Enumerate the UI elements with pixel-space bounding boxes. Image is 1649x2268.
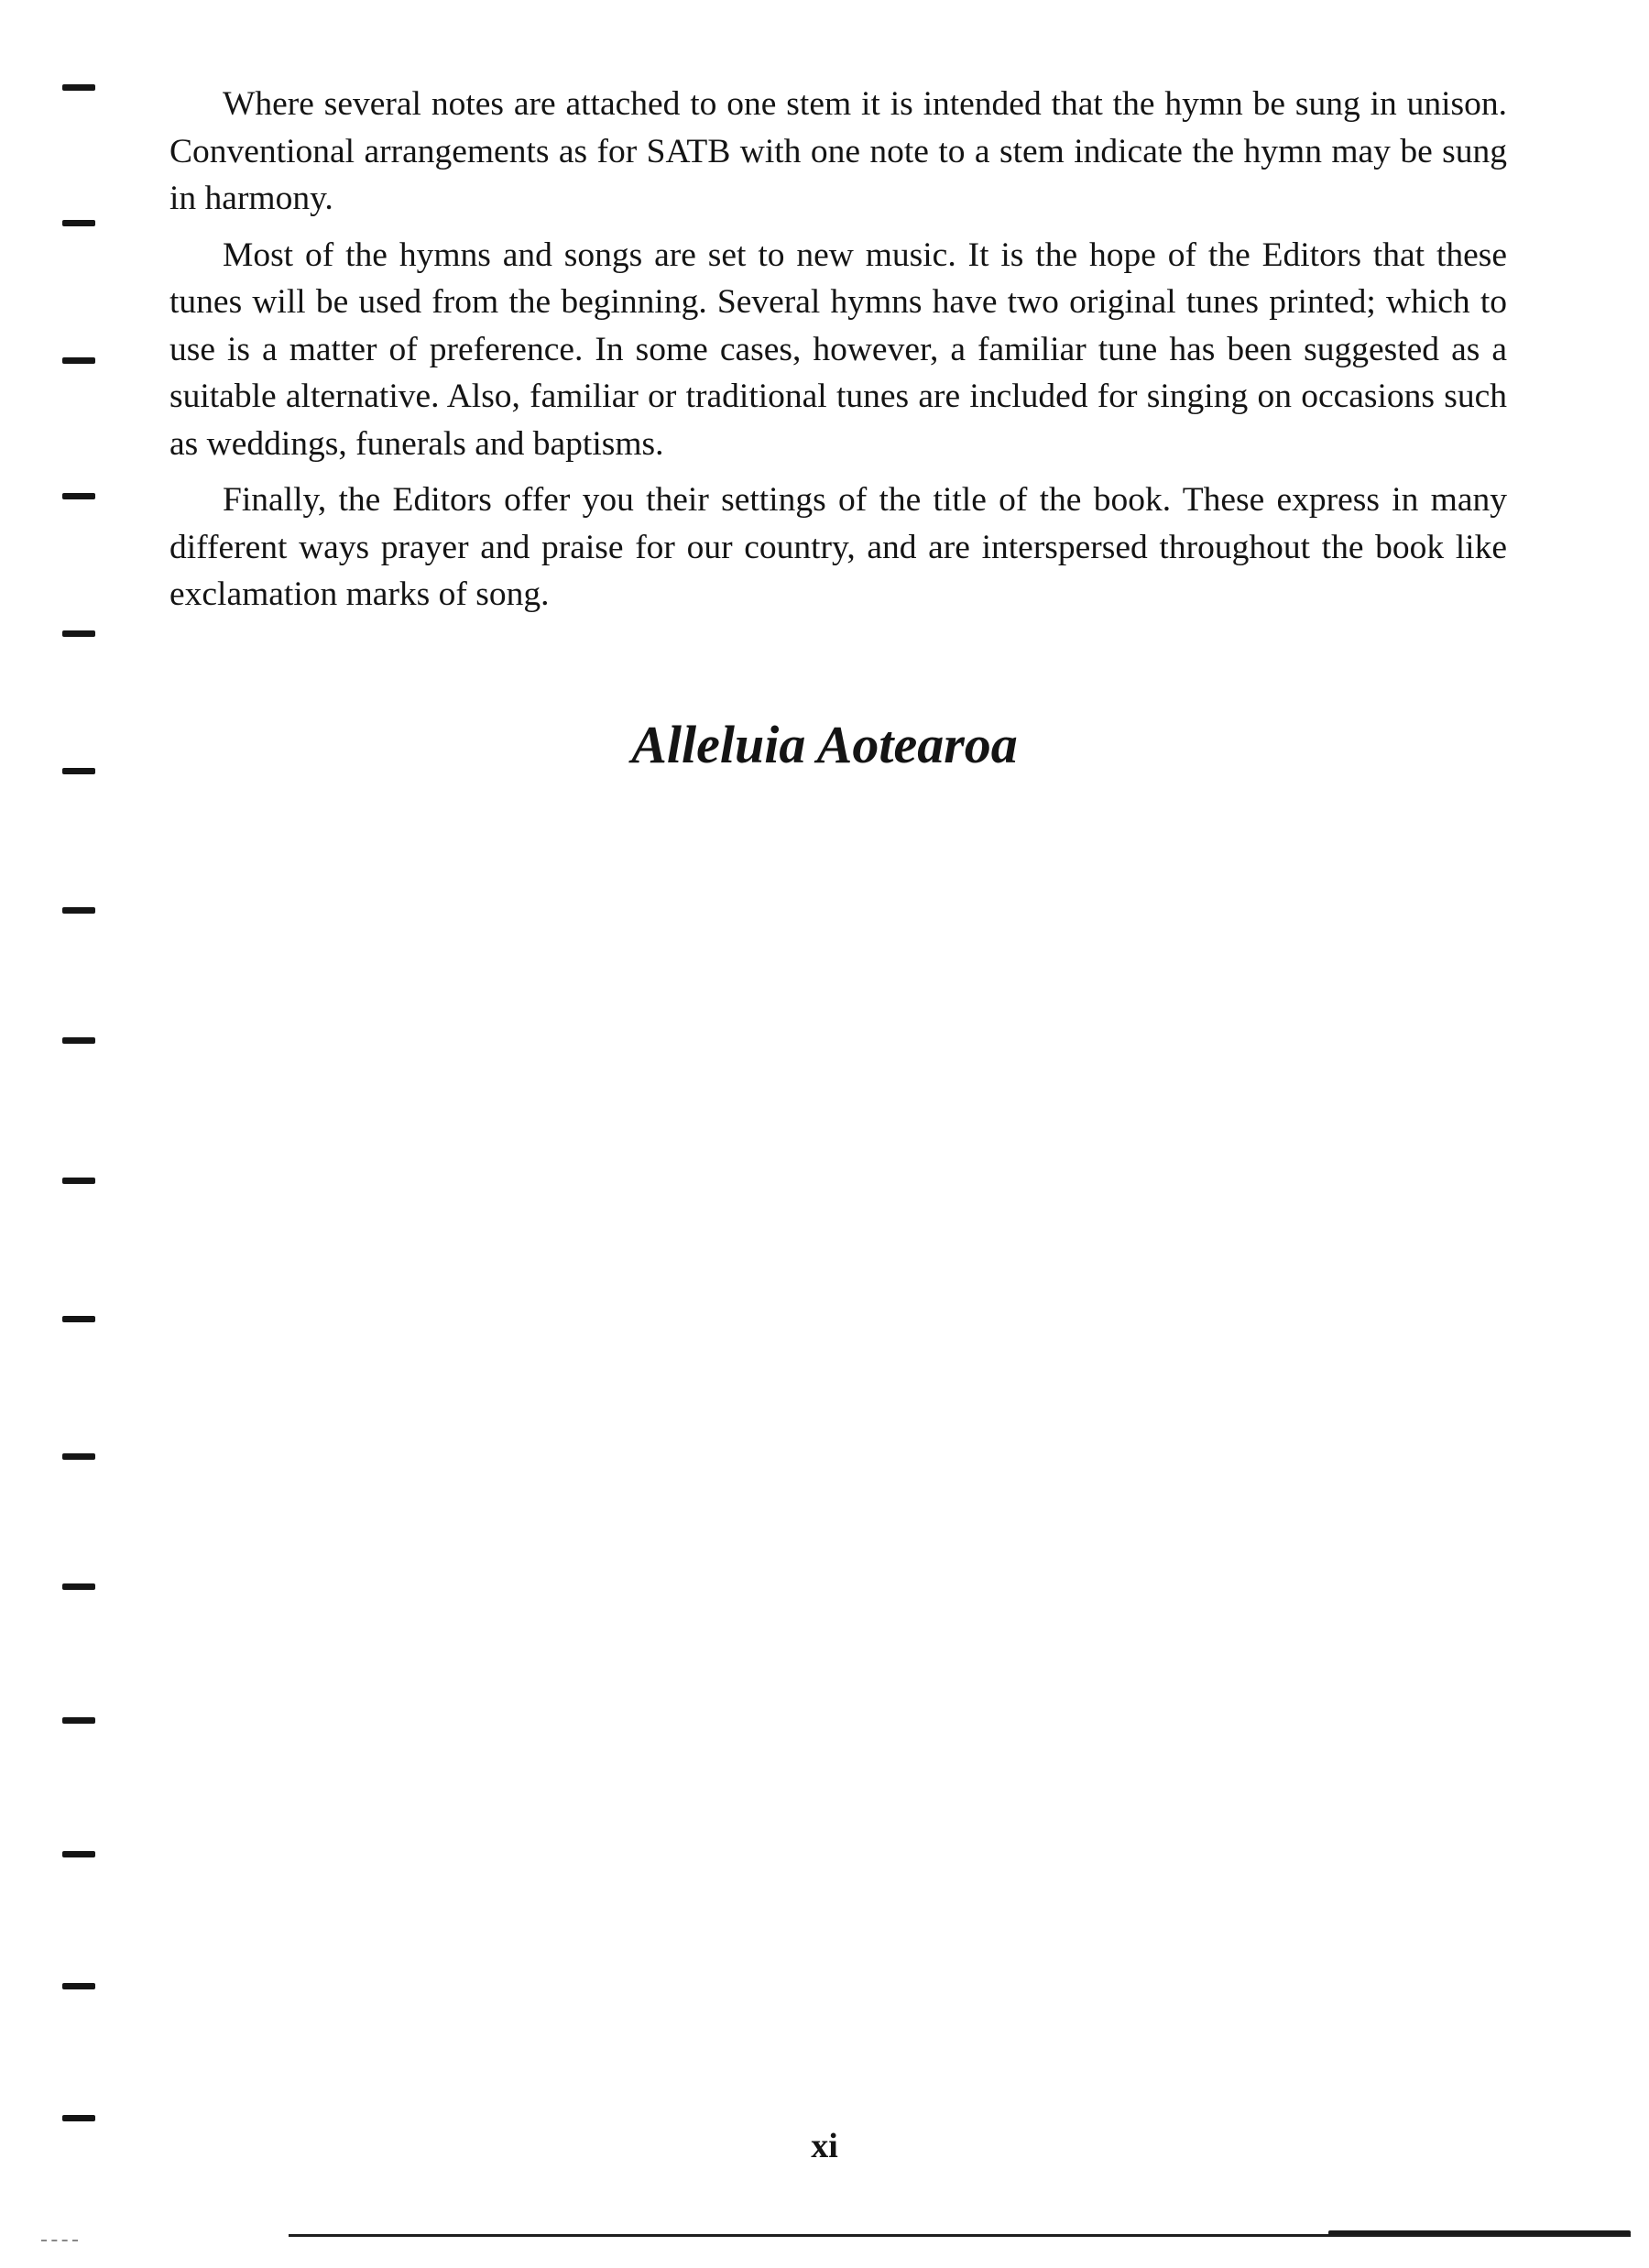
paragraph-new-music: Most of the hymns and songs are set to new music. It is the hope of the Editors that these tunes will be used from the beginning. Several hymns have two original tunes printed; which to use is a matter of preference. In some cases, however, a familiar tune has been suggested as a suitable alternative. Also, familiar or traditional tunes are included for singing on occasions such as weddings, funerals and baptisms. [169,236,1507,463]
paragraph-title-settings: Finally, the Editors offer you their settings of the title of the book. These express in many different ways prayer and praise for our country, and are interspersed throughout the book like exclamation marks of song. [169,481,1507,613]
corner-dashes [41,2240,78,2243]
binding-mark [62,1453,95,1460]
binding-mark [62,1583,95,1590]
book-title: Alleluia Aotearoa [631,715,1018,774]
binding-hole-marks [0,0,137,2268]
bottom-rule-accent [1328,2230,1631,2235]
binding-mark [62,1316,95,1322]
binding-mark [62,357,95,364]
binding-mark [62,630,95,637]
binding-mark [62,1983,95,1989]
binding-mark [62,1037,95,1044]
binding-mark [62,1717,95,1724]
binding-mark [62,1851,95,1857]
body-text [169,81,1507,628]
binding-mark [62,1178,95,1184]
paragraph-unison-harmony: Where several notes are attached to one stem it is intended that the hymn be sung in unison. Conventional arrangements as for SATB with one note to a stem indicate the hymn may be sung in harmony. [169,85,1507,217]
binding-mark [62,2115,95,2121]
binding-mark [62,907,95,914]
binding-mark [62,220,95,226]
binding-mark [62,493,95,499]
binding-mark [62,84,95,91]
page-number: xi [811,2127,838,2165]
